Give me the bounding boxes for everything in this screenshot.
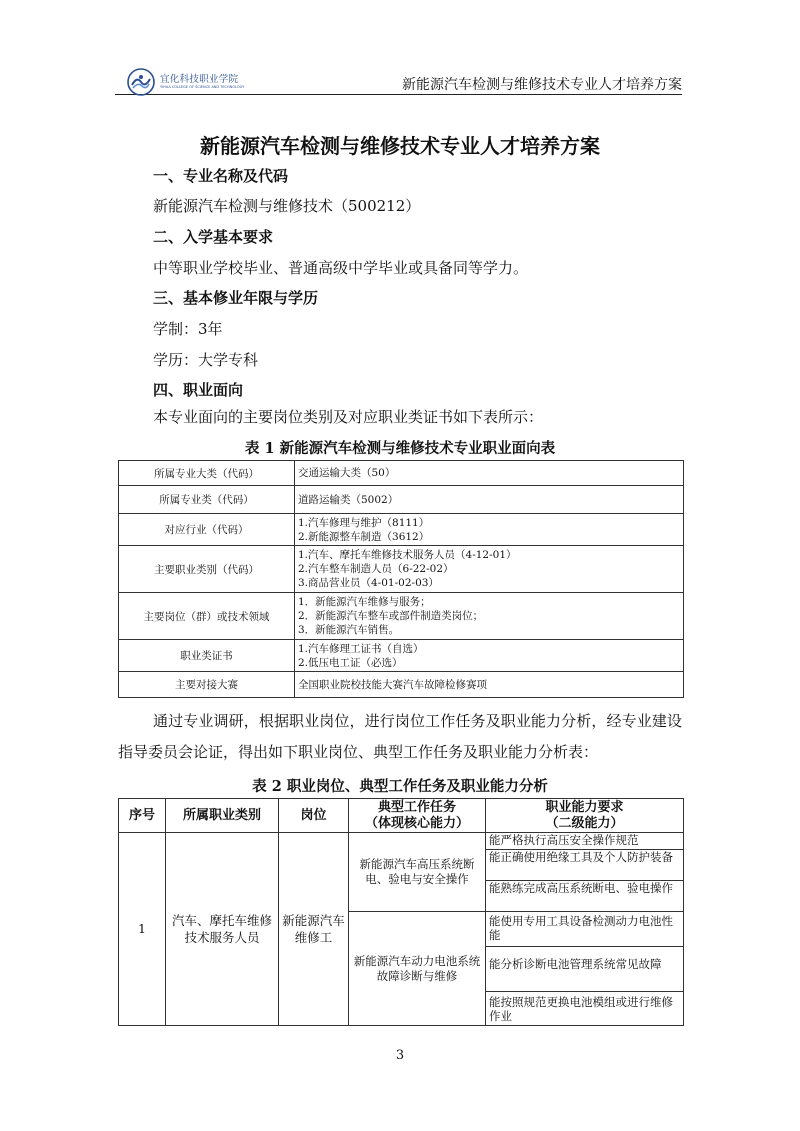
ability-item: 能正确使用绝缘工具及个人防护装备 [486, 850, 684, 881]
section-2-text: 中等职业学校毕业、普通高级中学毕业或具备同等学力。 [153, 259, 529, 277]
section-1-text: 新能源汽车检测与维修技术（500212） [153, 197, 421, 215]
page-header [115, 62, 682, 95]
section-3-duration: 学制：3年 [153, 320, 223, 338]
row-value: 全国职业院校技能大赛汽车故障检修赛项 [295, 672, 684, 698]
ability-item: 能分析诊断电池管理系统常见故障 [486, 947, 684, 992]
table-row [119, 486, 684, 514]
ability-item: 能按照规范更换电池模组或进行维修作业 [486, 992, 684, 1026]
ability-item: 能使用专用工具设备检测动力电池性能 [486, 912, 684, 947]
document-title: 新能源汽车检测与维修技术专业人才培养方案 [200, 134, 600, 158]
task-item: 新能源汽车动力电池系统故障诊断与维修 [349, 912, 486, 1026]
header-no: 序号 [119, 799, 166, 833]
row-value: 交通运输大类（50） [295, 461, 684, 486]
row-label: 职业类证书 [119, 640, 295, 672]
header-title: 新能源汽车检测与维修技术专业人才培养方案 [402, 77, 682, 93]
section-1-heading: 一、专业名称及代码 [153, 167, 289, 185]
header-ability: 职业能力要求 （二级能力） [486, 799, 684, 833]
row-label: 所属专业大类（代码） [119, 461, 295, 486]
section-4-heading: 四、职业面向 [153, 381, 244, 399]
logo-english-name: YIHUA COLLEGE OF SCIENCE AND TECHNOLOGY [160, 85, 245, 89]
row-value: 道路运输类（5002） [295, 486, 684, 514]
row-value: 1.汽车修理与维护（8111） 2.新能源整车制造（3612） [295, 514, 684, 546]
logo-chinese-name: 宜化科技职业学院 [160, 73, 239, 85]
table-2-caption: 表 2 职业岗位、典型工作任务及职业能力分析 [252, 778, 548, 795]
table-row [119, 593, 684, 640]
section-4-intro: 本专业面向的主要岗位类别及对应职业类证书如下表所示： [153, 408, 544, 426]
row-no: 1 [119, 833, 166, 1026]
table-row [119, 833, 684, 850]
ability-item: 能严格执行高压安全操作规范 [486, 833, 684, 850]
job-task-ability-table [118, 798, 684, 1026]
section-3-degree: 学历：大学专科 [153, 351, 259, 369]
table-row [119, 546, 684, 593]
college-emblem-icon [127, 68, 155, 96]
table-row [119, 672, 684, 698]
header-task: 典型工作任务 （体现核心能力） [349, 799, 486, 833]
row-label: 主要职业类别（代码） [119, 546, 295, 593]
header-post: 岗位 [279, 799, 349, 833]
page-number: 3 [395, 1048, 405, 1063]
row-label: 主要对接大赛 [119, 672, 295, 698]
table-row [119, 640, 684, 672]
table-row [119, 461, 684, 486]
row-value: 1.汽车、摩托车维修技术服务人员（4-12-01） 2.汽车整车制造人员（6-22-02） 3.商品营业员（4-01-02-03） [295, 546, 684, 593]
career-orientation-table [118, 460, 684, 698]
analysis-paragraph: 通过专业调研，根据职业岗位，进行岗位工作任务及职业能力分析，经专业建设指导委员会论证，得出如下职业岗位、典型工作任务及职业能力分析表： [118, 712, 682, 761]
row-category: 汽车、摩托车维修技术服务人员 [166, 833, 279, 1026]
header-category: 所属职业类别 [166, 799, 279, 833]
row-value: 1.汽车修理工证书（自选） 2.低压电工证（必选） [295, 640, 684, 672]
ability-item: 能熟练完成高压系统断电、验电操作 [486, 881, 684, 912]
row-post: 新能源汽车维修工 [279, 833, 349, 1026]
section-3-heading: 三、基本修业年限与学历 [153, 289, 319, 307]
table-header-row [119, 799, 684, 833]
row-value: 1．新能源汽车维修与服务； 2．新能源汽车整车或部件制造类岗位； 3．新能源汽车销售。 [295, 593, 684, 640]
table-1-caption: 表 1 新能源汽车检测与维修技术专业职业面向表 [244, 440, 556, 457]
task-item: 新能源汽车高压系统断电、验电与安全操作 [349, 833, 486, 912]
row-label: 所属专业类（代码） [119, 486, 295, 514]
table-row [119, 514, 684, 546]
college-logo [127, 68, 244, 96]
section-2-heading: 二、入学基本要求 [153, 228, 274, 246]
row-label: 对应行业（代码） [119, 514, 295, 546]
row-label: 主要岗位（群）或技术领域 [119, 593, 295, 640]
